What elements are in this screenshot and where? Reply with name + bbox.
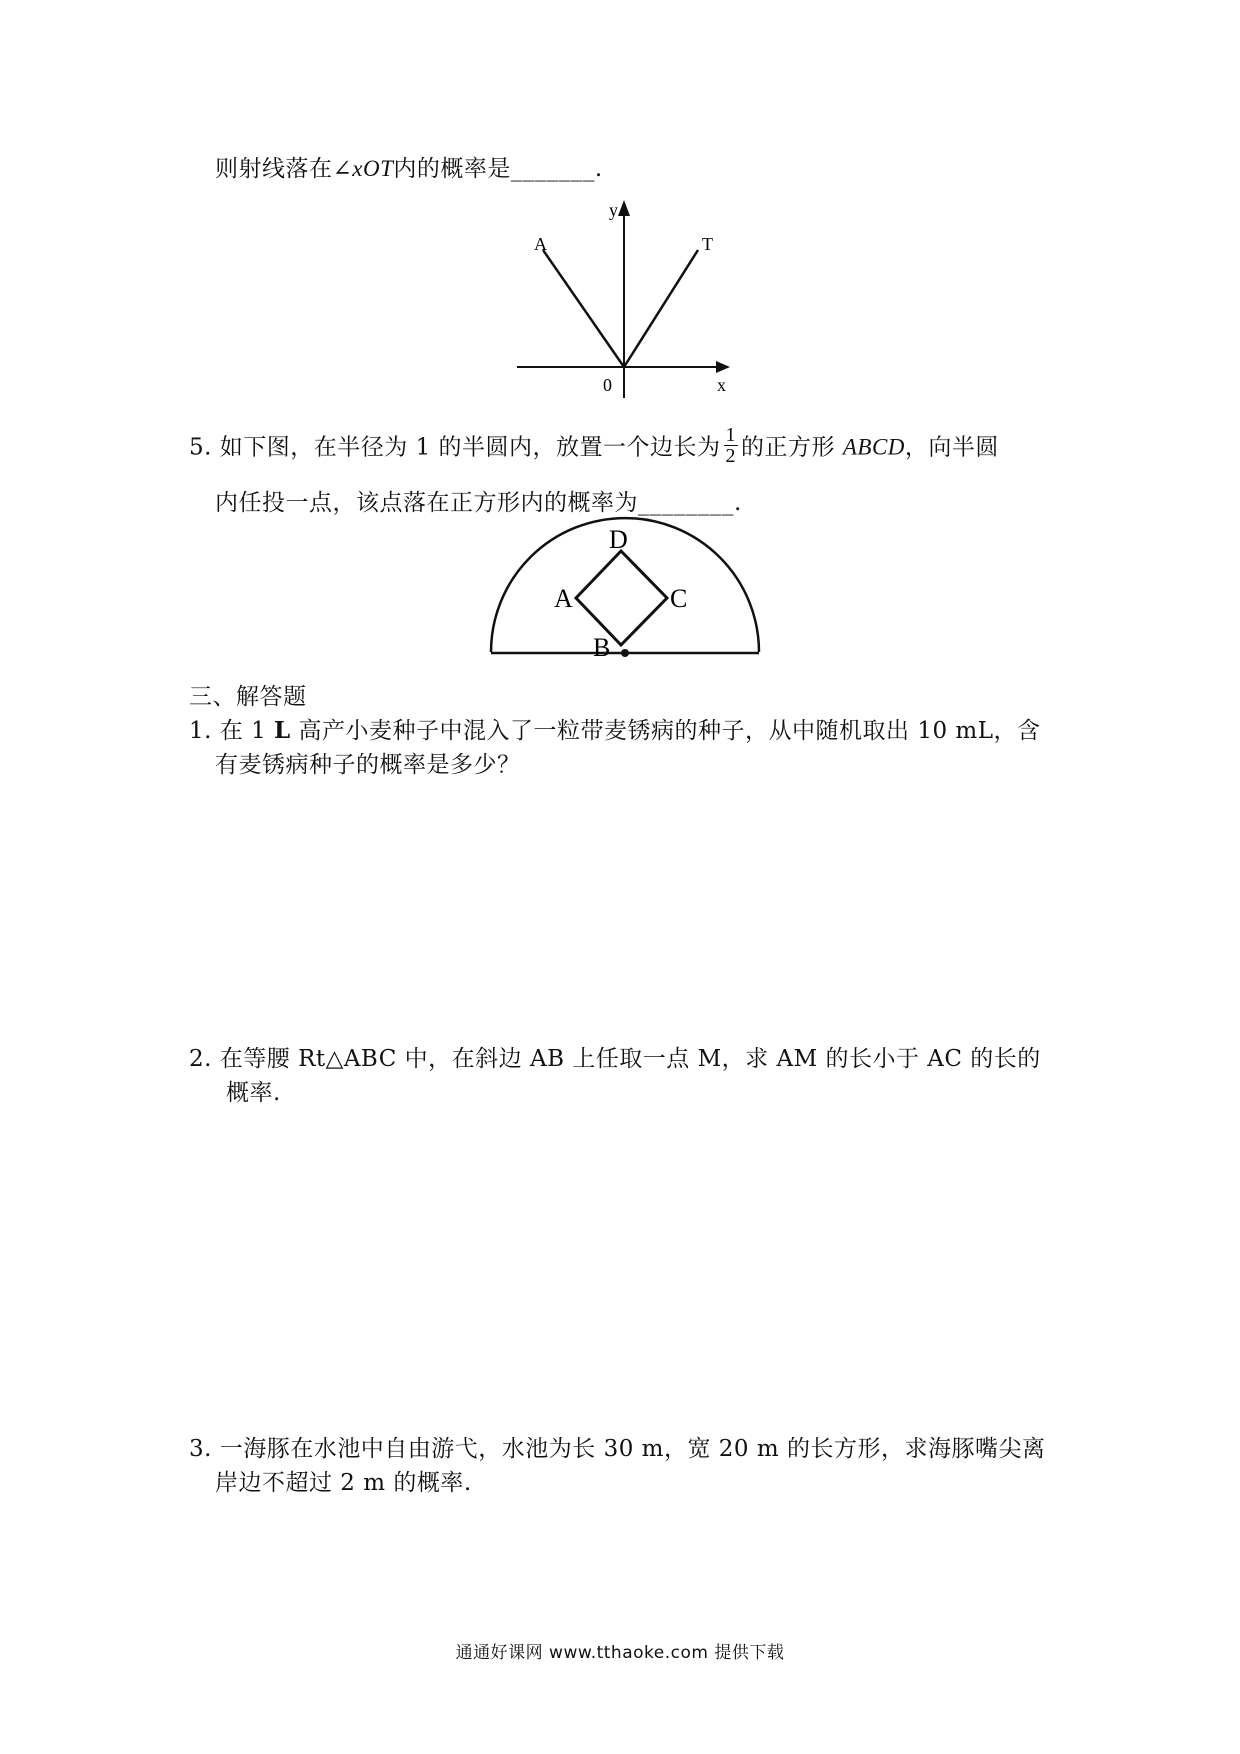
p1-line2-text: 有麦锈病种子的概率是多少？ (215, 752, 521, 778)
q5-line1-end: ，向半圆 (904, 434, 999, 461)
label-c: C (670, 584, 688, 613)
section-title-text: 三、解答题 (189, 684, 307, 710)
p3-line2 (215, 1464, 472, 1497)
p2-line2-text: 概率. (226, 1080, 281, 1106)
p1-number: 1. (189, 718, 212, 744)
q5-line1-mid: 长为 (673, 434, 721, 461)
label-y: y (609, 200, 618, 220)
q4-prefix: 则射线落在∠ (215, 156, 353, 182)
p3-number: 3. (189, 1436, 212, 1462)
p3-line1-text: 一海豚在水池中自由游弋，水池为长 30 m，宽 20 m 的长方形，求海豚嘴尖离 (219, 1436, 1046, 1462)
square-abcd (576, 551, 667, 645)
q5-square: ABCD (842, 434, 905, 460)
q5-line1-pre: 如下图，在半径为 1 的半圆内，放置一个边 (219, 434, 674, 461)
p1-line1-post: 高产小麦种子中混入了一粒带麦锈病的种子，从中随机取出 10 mL，含 (298, 718, 1041, 744)
label-d: D (609, 525, 628, 554)
p1-line2 (215, 746, 521, 779)
q5-frac-num: 1 (725, 424, 737, 446)
p1-line1 (189, 712, 1041, 745)
q5-line2-text: 内任投一点，该点落在正方形内的概率为________. (215, 490, 742, 516)
label-t: T (702, 234, 713, 254)
page-footer: 通通好课网 www.tthaoke.com 提供下载 (455, 1643, 785, 1663)
label-a: A (554, 584, 573, 613)
p2-line1 (189, 1040, 1041, 1073)
p2-line2 (226, 1074, 281, 1107)
center-point (621, 649, 629, 657)
q4-angle: xOT (352, 156, 394, 181)
p2-number: 2. (189, 1046, 212, 1072)
q5-number: 5. (189, 434, 212, 461)
p1-unit-l: L (274, 717, 291, 744)
label-o: 0 (603, 375, 612, 395)
q5-frac-den: 2 (725, 445, 737, 467)
semicircle-figure (0, 0, 1240, 700)
q5-line1-post: 的正方形 (741, 434, 836, 461)
p3-line1 (189, 1430, 1045, 1463)
label-x: x (717, 375, 726, 395)
label-a: A (534, 234, 547, 254)
q4-suffix: 内的概率是_______. (393, 156, 603, 182)
section-title (189, 678, 307, 711)
p2-line1-text: 在等腰 Rt△ABC 中，在斜边 AB 上任取一点 M，求 AM 的长小于 AC 的长的 (219, 1046, 1041, 1072)
label-b: B (593, 633, 611, 662)
p3-line2-text: 岸边不超过 2 m 的概率. (215, 1470, 472, 1496)
p1-line1-pre: 在 1 (219, 718, 267, 744)
